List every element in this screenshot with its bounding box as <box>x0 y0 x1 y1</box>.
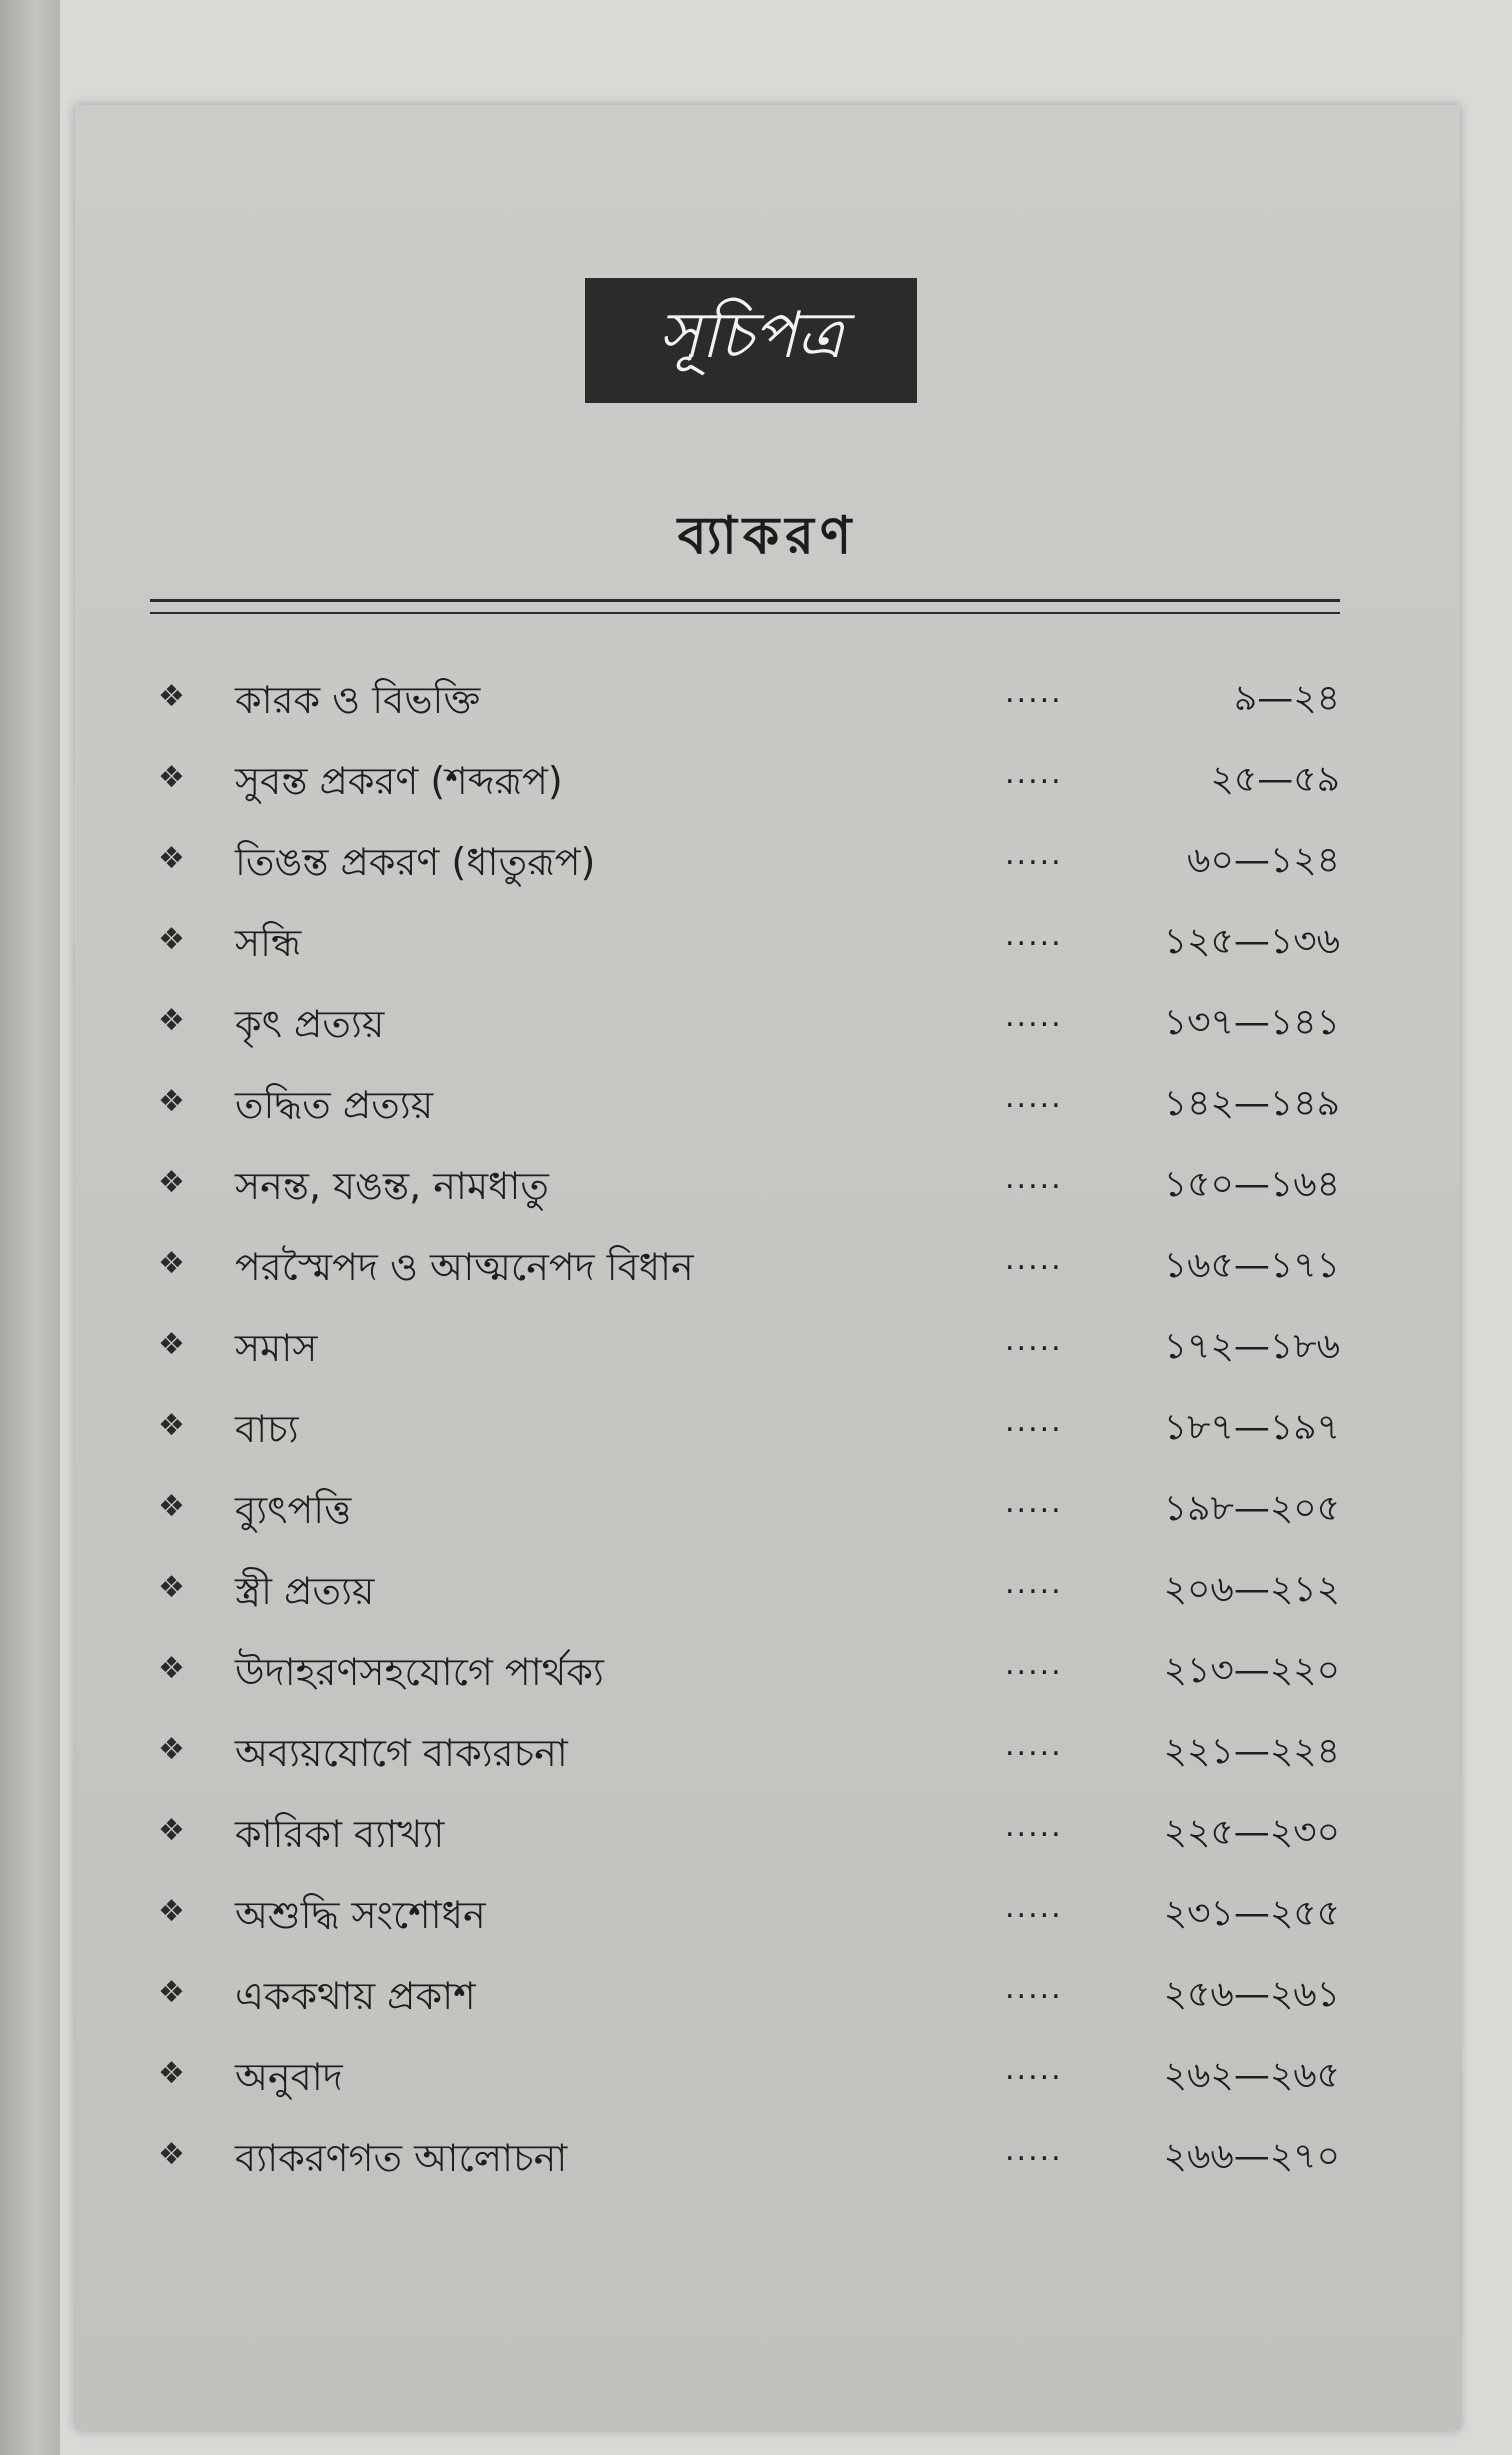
leader-dots: ..... <box>1005 2052 1063 2087</box>
toc-entry-title: সন্ধি <box>235 921 302 965</box>
section-heading: ব্যাকরণ <box>677 506 858 566</box>
toc-entry-title: অব্যয়যোগে বাক্যরচনা <box>235 1731 568 1775</box>
bullet-icon: ❖ <box>158 1489 185 1524</box>
toc-row <box>150 2042 1340 2123</box>
toc-entry-pages: ২১৩—২২০ <box>1163 1650 1340 1691</box>
toc-entry-pages: ৬০—১২৪ <box>1187 840 1340 881</box>
toc-row <box>150 1151 1340 1232</box>
toc-row <box>150 1961 1340 2042</box>
toc-entry-title: অনুবাদ <box>235 2055 343 2099</box>
leader-dots: ..... <box>1005 1161 1063 1196</box>
toc-entry-pages: ১৭২—১৮৬ <box>1163 1326 1340 1367</box>
toc-row <box>150 746 1340 827</box>
toc-entry-pages: ২২১—২২৪ <box>1163 1731 1340 1772</box>
toc-entry-pages: ৯—২৪ <box>1233 678 1340 719</box>
divider-rule <box>150 599 1340 614</box>
toc-row <box>150 2123 1340 2204</box>
toc-entry-title: কারক ও বিভক্তি <box>235 678 481 722</box>
leader-dots: ..... <box>1005 2133 1063 2168</box>
leader-dots: ..... <box>1005 1080 1063 1115</box>
toc-row <box>150 1556 1340 1637</box>
book-page <box>75 105 1460 2430</box>
bullet-icon: ❖ <box>158 1327 185 1362</box>
page-title: সূচিপত্র <box>585 278 917 403</box>
toc-entry-title: কারিকা ব্যাখ্যা <box>235 1812 445 1856</box>
toc-entry-title: অশুদ্ধি সংশোধন <box>235 1893 486 1937</box>
leader-dots: ..... <box>1005 756 1063 791</box>
toc-row <box>150 1475 1340 1556</box>
toc-entry-pages: ২২৫—২৩০ <box>1163 1812 1340 1853</box>
bullet-icon: ❖ <box>158 1084 185 1119</box>
bullet-icon: ❖ <box>158 679 185 714</box>
toc-entry-pages: ২৩১—২৫৫ <box>1163 1893 1340 1934</box>
table-of-contents <box>150 665 1340 2204</box>
toc-row <box>150 1313 1340 1394</box>
toc-entry-title: ব্যাকরণগত আলোচনা <box>235 2136 568 2180</box>
toc-entry-pages: ২০৬—২১২ <box>1163 1569 1340 1610</box>
bullet-icon: ❖ <box>158 1975 185 2010</box>
bullet-icon: ❖ <box>158 2056 185 2091</box>
bullet-icon: ❖ <box>158 1813 185 1848</box>
bullet-icon: ❖ <box>158 1165 185 1200</box>
toc-entry-pages: ১৪২—১৪৯ <box>1163 1083 1340 1124</box>
toc-row <box>150 1070 1340 1151</box>
leader-dots: ..... <box>1005 918 1063 953</box>
toc-entry-pages: ১৩৭—১৪১ <box>1163 1002 1340 1043</box>
toc-entry-pages: ২৫—৫৯ <box>1210 759 1340 800</box>
toc-entry-title: স্ত্রী প্রত্যয় <box>235 1569 375 1613</box>
toc-entry-pages: ১৫০—১৬৪ <box>1163 1164 1340 1205</box>
toc-row <box>150 1394 1340 1475</box>
leader-dots: ..... <box>1005 1242 1063 1277</box>
leader-dots: ..... <box>1005 1323 1063 1358</box>
toc-entry-title: বাচ্য <box>235 1407 299 1451</box>
toc-entry-title: পরস্মৈপদ ও আত্মনেপদ বিধান <box>235 1245 694 1289</box>
bullet-icon: ❖ <box>158 1570 185 1605</box>
toc-entry-pages: ২৬৬—২৭০ <box>1163 2136 1340 2177</box>
bullet-icon: ❖ <box>158 760 185 795</box>
bullet-icon: ❖ <box>158 841 185 876</box>
toc-entry-title: সুবন্ত প্রকরণ (শব্দরূপ) <box>235 759 563 803</box>
toc-entry-title: এককথায় প্রকাশ <box>235 1974 476 2018</box>
leader-dots: ..... <box>1005 1404 1063 1439</box>
bullet-icon: ❖ <box>158 2137 185 2172</box>
toc-row <box>150 1799 1340 1880</box>
leader-dots: ..... <box>1005 1728 1063 1763</box>
adjacent-page-edge <box>0 0 60 2455</box>
toc-row <box>150 1232 1340 1313</box>
leader-dots: ..... <box>1005 999 1063 1034</box>
bullet-icon: ❖ <box>158 1408 185 1443</box>
toc-row <box>150 1718 1340 1799</box>
toc-entry-pages: ১৮৭—১৯৭ <box>1163 1407 1340 1448</box>
toc-entry-pages: ১২৫—১৩৬ <box>1163 921 1340 962</box>
bullet-icon: ❖ <box>158 922 185 957</box>
toc-entry-pages: ২৬২—২৬৫ <box>1163 2055 1340 2096</box>
bullet-icon: ❖ <box>158 1732 185 1767</box>
toc-entry-title: সনন্ত, যঙন্ত, নামধাতু <box>235 1164 549 1208</box>
leader-dots: ..... <box>1005 1890 1063 1925</box>
toc-row <box>150 989 1340 1070</box>
toc-entry-title: সমাস <box>235 1326 318 1370</box>
toc-row <box>150 908 1340 989</box>
leader-dots: ..... <box>1005 1809 1063 1844</box>
toc-entry-title: তদ্ধিত প্রত্যয় <box>235 1083 434 1127</box>
toc-entry-title: কৃৎ প্রত্যয় <box>235 1002 385 1046</box>
leader-dots: ..... <box>1005 1647 1063 1682</box>
toc-row <box>150 827 1340 908</box>
bullet-icon: ❖ <box>158 1894 185 1929</box>
bullet-icon: ❖ <box>158 1246 185 1281</box>
leader-dots: ..... <box>1005 1971 1063 2006</box>
toc-row <box>150 1880 1340 1961</box>
toc-entry-pages: ১৯৮—২০৫ <box>1163 1488 1340 1529</box>
leader-dots: ..... <box>1005 1566 1063 1601</box>
bullet-icon: ❖ <box>158 1003 185 1038</box>
toc-row <box>150 1637 1340 1718</box>
toc-entry-title: তিঙন্ত প্রকরণ (ধাতুরূপ) <box>235 840 596 884</box>
leader-dots: ..... <box>1005 675 1063 710</box>
toc-entry-title: ব্যুৎপত্তি <box>235 1488 352 1532</box>
bullet-icon: ❖ <box>158 1651 185 1686</box>
toc-entry-pages: ১৬৫—১৭১ <box>1163 1245 1340 1286</box>
toc-row <box>150 665 1340 746</box>
leader-dots: ..... <box>1005 837 1063 872</box>
toc-entry-title: উদাহরণসহযোগে পার্থক্য <box>235 1650 604 1694</box>
toc-entry-pages: ২৫৬—২৬১ <box>1163 1974 1340 2015</box>
leader-dots: ..... <box>1005 1485 1063 1520</box>
